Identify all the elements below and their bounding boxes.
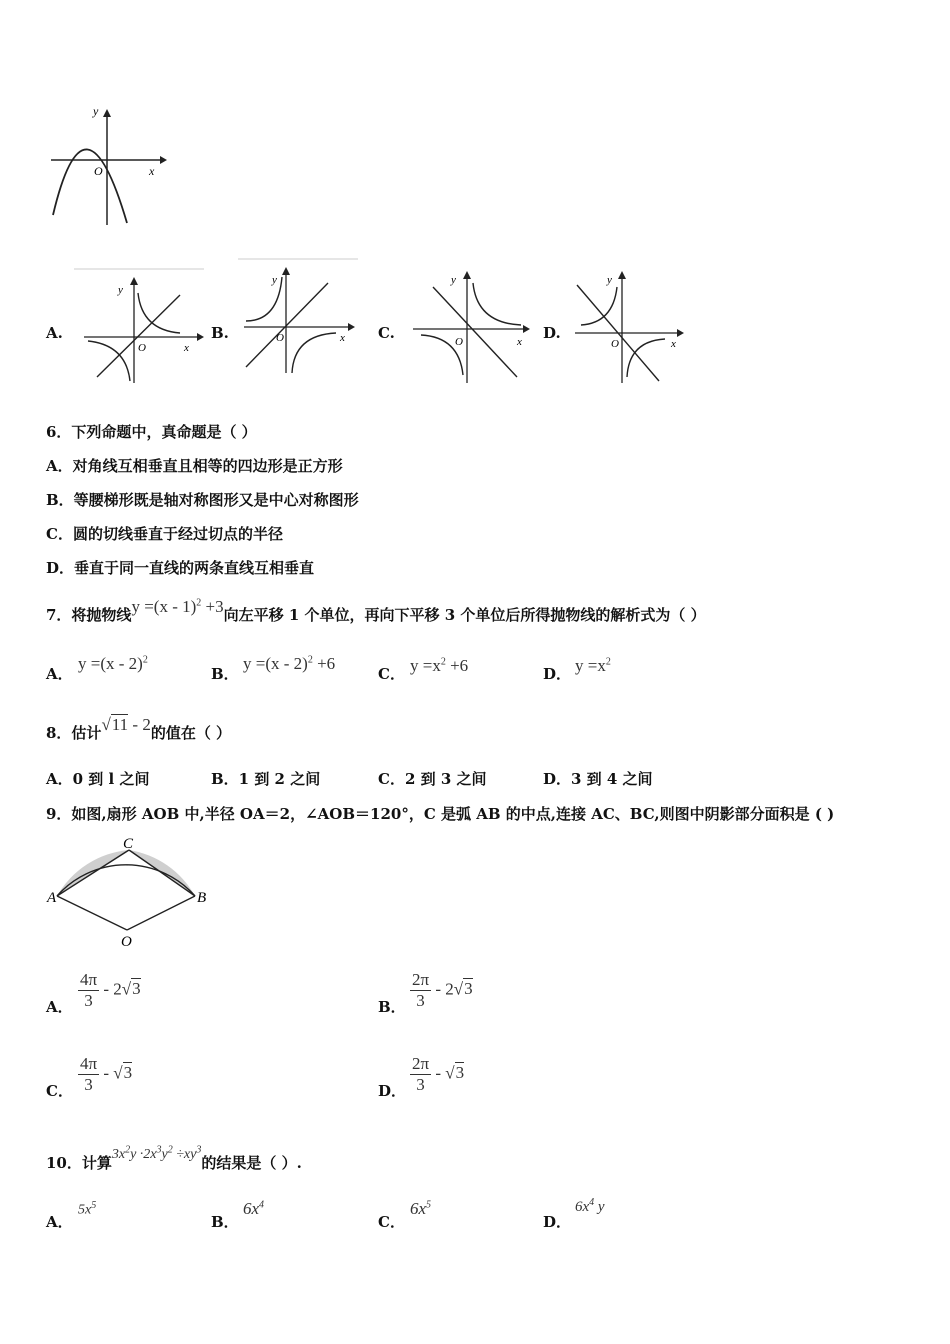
q9-option-a-label: A． [46, 998, 73, 1016]
q7-option-d-expr [575, 656, 611, 676]
tail: y [594, 1199, 605, 1215]
fraction [78, 970, 99, 1011]
graph-option-d-label: D. [543, 324, 561, 342]
numerator: 4π [80, 970, 98, 989]
point-b-label: B [197, 890, 207, 906]
q8-pre: 8．估计 [46, 724, 102, 742]
y-axis-label: y [93, 105, 99, 118]
q8-stem [46, 715, 232, 743]
exp: 4 [259, 1199, 265, 1211]
q6-stem: 6．下列命题中，真命题是（ ） [46, 423, 257, 441]
term: ÷xy [172, 1147, 197, 1162]
graph-option-b [236, 255, 361, 380]
numerator: 4π [80, 1054, 98, 1073]
q7-post: 向左平移 1 个单位，再向下平移 3 个单位后所得抛物线的解析式为（ ） [223, 606, 706, 624]
x-axis-label: x [184, 342, 189, 354]
numerator: 2π [412, 970, 430, 989]
coef: 5x [78, 1202, 92, 1218]
fraction [410, 970, 431, 1011]
origin-label: O [611, 338, 619, 350]
q7-formula-base: y =(x - 1) [131, 597, 197, 616]
q9-option-b-label: B． [378, 998, 406, 1016]
q9-option-c-expr: $\frac{4\pi}{3}$ - √3 [80, 1054, 133, 1094]
q10-option-d-label: D． [543, 1213, 572, 1231]
q7-option-a-label: A． [46, 665, 73, 683]
point-a-label: A [47, 890, 57, 906]
q10-option-a-label: A． [46, 1213, 73, 1231]
q10-pre: 10．计算 [46, 1154, 112, 1172]
origin-label: O [455, 336, 463, 348]
q7-pre: 7．将抛物线 [46, 606, 132, 624]
coef: 6x [575, 1199, 590, 1215]
term: 3x [111, 1147, 126, 1162]
q8-post: 的值在（ ） [150, 724, 232, 742]
expr-exp: 2 [440, 656, 446, 668]
q7-option-c-label: C． [378, 665, 405, 683]
x-axis-label: x [149, 164, 155, 178]
term: y [161, 1147, 168, 1162]
q9-option-d-label: D． [378, 1082, 407, 1100]
origin-label: O [276, 332, 284, 344]
q8-minus: - 2 [128, 715, 151, 734]
q7-formula [131, 597, 223, 616]
sector-figure [45, 838, 215, 950]
expr-base: y =x [410, 656, 441, 675]
expr-rest: - [99, 1063, 114, 1083]
q10-formula [111, 1144, 202, 1162]
q7-stem [46, 597, 706, 625]
x-axis-label: x [517, 336, 522, 348]
q8-formula: √11 - 2 [101, 715, 151, 734]
term-exp: 2 [125, 1144, 131, 1156]
expr-rest: - 2 [99, 979, 122, 999]
exp: 5 [426, 1199, 432, 1211]
exp: 4 [589, 1197, 595, 1208]
q10-option-a-expr [78, 1200, 96, 1219]
graph-option-c [405, 265, 535, 390]
radicand: 3 [455, 1063, 465, 1083]
denominator: 3 [84, 1075, 93, 1094]
expr-rest: - [431, 1063, 446, 1083]
origin-label: O [138, 342, 146, 354]
parabola-figure [45, 105, 170, 230]
graph-option-c-label: C. [378, 324, 395, 342]
coef: 6x [243, 1199, 260, 1218]
q6-option-a: A．对角线互相垂直且相等的四边形是正方形 [46, 457, 343, 475]
expr-rest: - 2 [431, 979, 454, 999]
x-axis-label: x [340, 332, 345, 344]
radicand: 3 [132, 979, 141, 999]
expr-exp: 2 [142, 654, 148, 666]
term-exp: 2 [167, 1144, 173, 1156]
expr-exp: 2 [605, 656, 611, 668]
q8-option-b: B．1 到 2 之间 [211, 770, 321, 788]
fraction [410, 1054, 431, 1095]
expr-base: y =x [575, 656, 606, 675]
q9-option-b-expr: $\frac{2\pi}{3}$ - 2√3 [412, 970, 473, 1010]
q7-formula-exp: 2 [196, 597, 202, 609]
q8-option-a: A．0 到 l 之间 [46, 770, 150, 788]
q6-option-b: B．等腰梯形既是轴对称图形又是中心对称图形 [46, 491, 359, 509]
q10-option-b-expr [243, 1199, 264, 1219]
expr-base: y =(x - 2) [243, 654, 308, 673]
numerator: 2π [412, 1054, 430, 1073]
expr-tail: +6 [445, 656, 469, 675]
coef: 6x [410, 1199, 427, 1218]
y-axis-label: y [272, 274, 277, 286]
term-exp: 3 [156, 1144, 162, 1156]
q7-option-d-label: D． [543, 665, 572, 683]
q10-option-b-label: B． [211, 1213, 239, 1231]
q9-option-c-label: C． [46, 1082, 73, 1100]
term-exp: 3 [196, 1144, 202, 1156]
graph-option-a-label: A. [46, 324, 63, 342]
denominator: 3 [416, 1075, 425, 1094]
graph-option-b-label: B. [211, 324, 229, 342]
denominator: 3 [416, 991, 425, 1010]
point-o-label: O [121, 934, 132, 950]
expr-exp: 2 [307, 654, 313, 666]
radicand: 3 [464, 979, 473, 999]
q10-option-c-label: C． [378, 1213, 405, 1231]
y-axis-label: y [607, 274, 612, 286]
fraction [78, 1054, 99, 1095]
expr-tail: +6 [312, 654, 336, 673]
radicand: 3 [123, 1063, 133, 1083]
point-c-label: C [123, 838, 134, 852]
q9-option-d-expr: $\frac{2\pi}{3}$ - √3 [412, 1054, 465, 1094]
q9-stem: 9．如图,扇形 AOB 中,半径 OA＝2，∠AOB＝120°，C 是弧 AB 的中点,连接 AC、BC,则图中阴影部分面积是 ( ) [46, 805, 835, 823]
y-axis-label: y [118, 284, 123, 296]
term: y ·2x [130, 1147, 157, 1162]
q7-option-b-label: B． [211, 665, 239, 683]
graph-option-d [567, 265, 692, 390]
q7-formula-tail: +3 [201, 597, 224, 616]
q9-option-a-expr: $\frac{4\pi}{3}$ - 2√3 [80, 970, 141, 1010]
expr-base: y =(x - 2) [78, 654, 143, 673]
q8-option-c: C．2 到 3 之间 [378, 770, 487, 788]
x-axis-label: x [671, 338, 676, 350]
y-axis-label: y [451, 274, 456, 286]
q7-option-a-expr [78, 654, 148, 674]
origin-label: O [94, 164, 103, 178]
q10-stem [46, 1144, 302, 1173]
q8-radicand: 11 [111, 715, 129, 734]
q10-option-d-expr [575, 1197, 605, 1216]
q7-option-c-expr [410, 656, 468, 676]
q7-option-b-expr [243, 654, 335, 674]
denominator: 3 [84, 991, 93, 1010]
q6-option-c: C．圆的切线垂直于经过切点的半径 [46, 525, 283, 543]
q10-option-c-expr [410, 1199, 431, 1219]
exp: 5 [91, 1200, 97, 1211]
q6-option-d: D．垂直于同一直线的两条直线互相垂直 [46, 559, 315, 577]
graph-option-a [72, 265, 207, 390]
q10-post: 的结果是（ ）. [201, 1154, 302, 1172]
q8-option-d: D．3 到 4 之间 [543, 770, 653, 788]
